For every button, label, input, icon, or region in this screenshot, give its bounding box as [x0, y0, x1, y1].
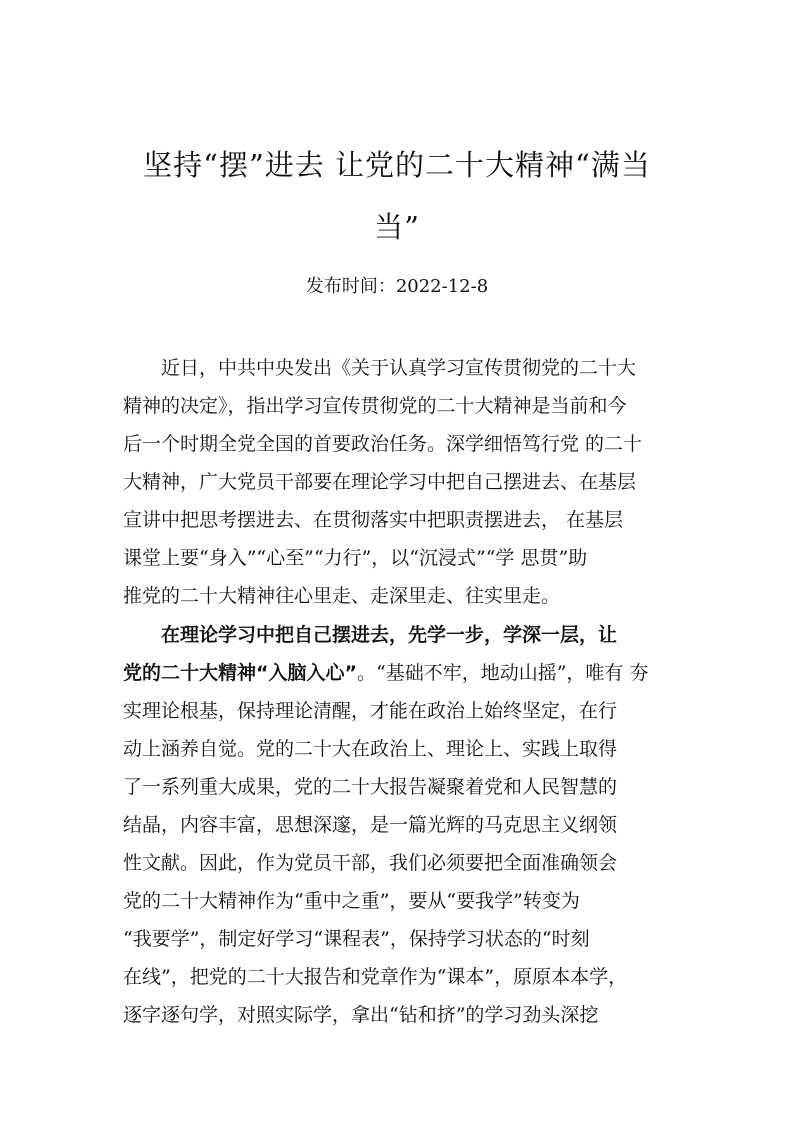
paragraph-2-line	[123, 660, 693, 686]
paragraph-2-line: “我要学”，制定好学习“课程表”，保持学习状态的“时刻	[123, 928, 590, 950]
paragraph-2-line-rest: 。“基础不牢，地动山摇”，唯有 夯	[356, 662, 649, 684]
paragraph-2-heading-line: 在理论学习中把自己摆进去，先学一步，学深一层，让	[123, 624, 618, 646]
paragraph-2-line: 动上涵养自觉。党的二十大在政治上、理论上、实践上取得	[123, 738, 618, 760]
paragraph-1-line: 后一个时期全党全国的首要政治任务。深学细悟笃行党 的二十	[123, 433, 643, 455]
paragraph-2-line: 结晶，内容丰富，思想深邃，是一篇光辉的马克思主义纲领	[123, 814, 618, 836]
paragraph-2-line: 在线”，把党的二十大报告和党章作为“课本”，原原本本学，	[123, 966, 628, 988]
article-title-line-2: 当”	[374, 210, 420, 244]
paragraph-2-line: 逐字逐句学，对照实际学，拿出“钻和挤”的学习劲头深挖	[123, 1004, 599, 1026]
paragraph-2-line: 实理论根基，保持理论清醒，才能在政治上始终坚定，在行	[123, 700, 618, 722]
paragraph-2-heading-end: 党的二十大精神“入脑入心”	[123, 662, 357, 684]
paragraph-1-line: 宣讲中把思考摆进去、在贯彻落实中把职责摆进去， 在基层	[123, 509, 624, 531]
publish-date: 发布时间：2022-12-8	[305, 276, 489, 297]
paragraph-2-line: 党的二十大精神作为“重中之重”，要从“要我学”转变为	[123, 890, 580, 912]
paragraph-1-line: 大精神，广大党员干部要在理论学习中把自己摆进去、在基层	[123, 471, 637, 493]
paragraph-1-line: 精神的决定》，指出学习宣传贯彻党的二十大精神是当前和今	[123, 395, 627, 417]
article-title-line-1: 坚持“摆”进去 让党的二十大精神“满当	[143, 148, 651, 182]
paragraph-1-line: 课堂上要“身入”“心至”“力行”，以“沉浸式”“学 思贯”助	[123, 547, 588, 569]
paragraph-1-line: 近日，中共中央发出《关于认真学习宣传贯彻党的二十大	[123, 357, 637, 379]
paragraph-2-line: 了一系列重大成果，党的二十大报告凝聚着党和人民智慧的	[123, 776, 618, 798]
paragraph-2-line: 性文献。因此，作为党员干部，我们必须要把全面准确领会	[123, 852, 618, 874]
paragraph-1-line: 推党的二十大精神往心里走、走深里走、往实里走。	[123, 585, 561, 607]
